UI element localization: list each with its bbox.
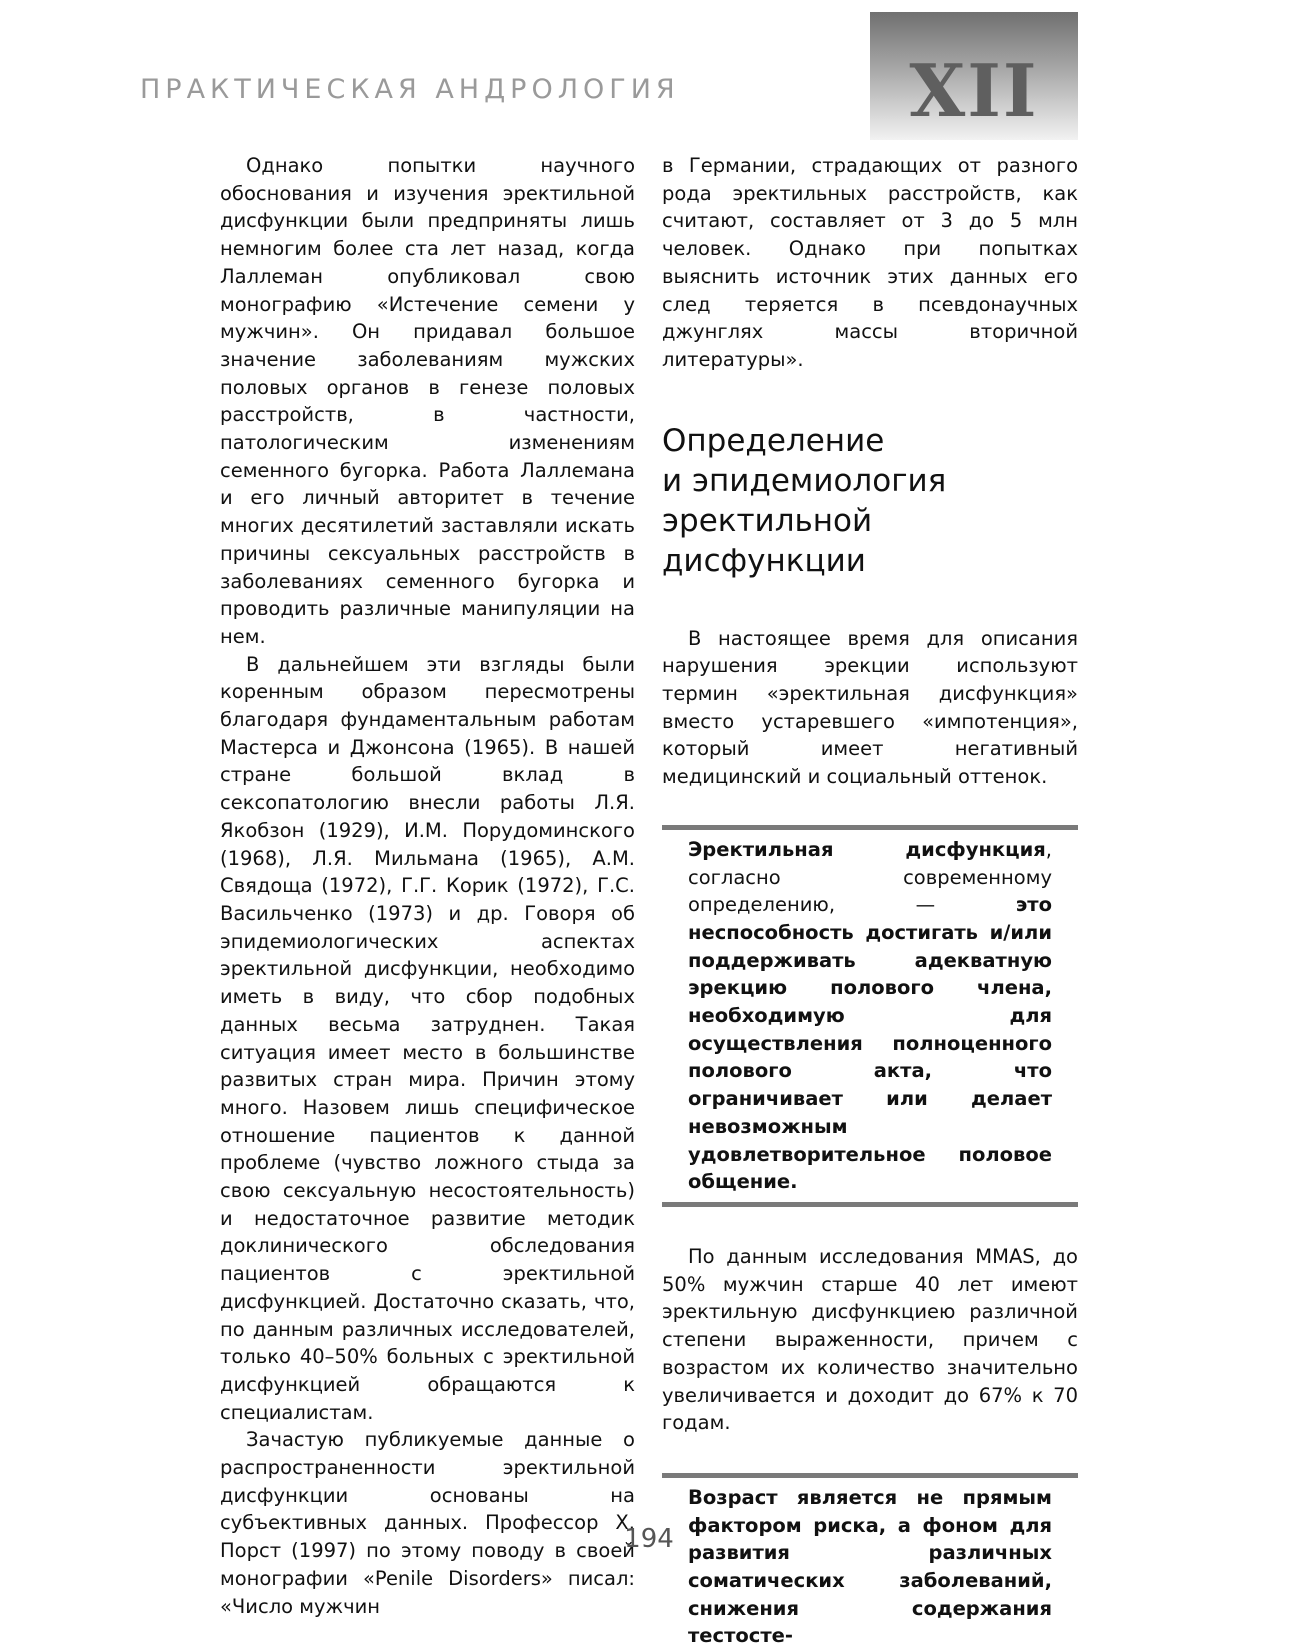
section-heading-line: и эпидемиология: [662, 462, 947, 499]
paragraph: Однако попытки научного обоснования и изучения эректильной дисфункции были предприняты лишь немногим более ста лет назад, когда Лаллеман опубликовал свою монографию «Истечение семени у мужчин». Он придавал большое значение заболеваниям мужских половых органов в генезе половых расстройств, в частности, патологическим изменениям семенного бугорка. Работа Лаллемана и его личный авторитет в течение многих десятилетий заставляли искать причины сексуальных расстройств в заболеваниях семенного бугорка и проводить различные манипуляции на нем.: [220, 154, 635, 648]
left-column: [220, 152, 635, 1620]
age-callout: [662, 1473, 1078, 1650]
running-title: ПРАКТИЧЕСКАЯ АНДРОЛОГИЯ: [140, 74, 680, 105]
definition-text: [688, 836, 1052, 1196]
paragraph: Зачастую публикуемые данные о распространенности эректильной дисфункции основаны на субъективных данных. Профессор Х. Порст (1997) по этому поводу в своей монографии «Penile Disorders» писал: «Число мужчин: [220, 1428, 635, 1618]
definition-body: это неспособность достигать и/или поддерживать адекватную эрекцию полового члена, необходимую для осуществления полноценного полового акта, что ограничивает или делает невозможным удовлетворительное половое общение.: [688, 893, 1052, 1194]
definition-callout: [662, 825, 1078, 1207]
chapter-number: XII: [909, 48, 1039, 133]
section-heading: [662, 421, 1078, 581]
intro-paragraph: В настоящее время для описания нарушения эрекции используют термин «эректильная дисфункция» вместо устаревшего «импотенция», который имеет негативный медицинский и социальный оттенок.: [662, 626, 1078, 789]
chapter-tab: [870, 12, 1078, 140]
age-callout-text: Возраст является не прямым фактором риска, а фоном для развития различных соматических заболеваний, снижения содержания тестосте-: [688, 1485, 1052, 1648]
definition-connector: , согласно современному определению, —: [688, 837, 1052, 917]
definition-term: Эректильная дисфункция: [688, 837, 1046, 861]
section-heading-line: Определение: [662, 422, 885, 459]
right-column: [662, 152, 1078, 1650]
section-heading-line: эректильной дисфункции: [662, 502, 873, 579]
page-number: 194: [624, 1524, 674, 1554]
paragraph-continuation: в Германии, страдающих от разного рода эректильных расстройств, как считают, составляет от 3 до 5 млн человек. Однако при попытках выяснить источник этих данных его след теряется в псевдонаучных джунглях массы вторичной литературы».: [662, 154, 1078, 371]
paragraph: В дальнейшем эти взгляды были коренным образом пересмотрены благодаря фундаментальным работам Мастерса и Джонсона (1965). В нашей стране большой вклад в сексопатологию внесли работы Л.Я. Якобзон (1929), И.М. Порудоминского (1968), Л.Я. Мильмана (1965), А.М. Свядоща (1972), Г.Г. Корик (1972), Г.С. Васильченко (1973) и др. Говоря об эпидемиологических аспектах эректильной дисфункции, необходимо иметь в виду, что сбор подобных данных весьма затруднен. Такая ситуация имеет место в большинстве развитых стран мира. Причин этому много. Назовем лишь специфическое отношение пациентов к данной проблеме (чувство ложного стыда за свою сексуальную несостоятельность) и недостаточное развитие методик доклинического обследования пациентов с эректильной дисфункцией. Достаточно сказать, что, по данным различных исследователей, только 40–50% больных с эректильной дисфункцией обращаются к специалистам.: [220, 652, 635, 1424]
mmas-paragraph: По данным исследования MMAS, до 50% мужчин старше 40 лет имеют эректильную дисфункциею различной степени выраженности, причем с возрастом их количество значительно увеличивается и доходит до 67% к 70 годам.: [662, 1244, 1078, 1435]
